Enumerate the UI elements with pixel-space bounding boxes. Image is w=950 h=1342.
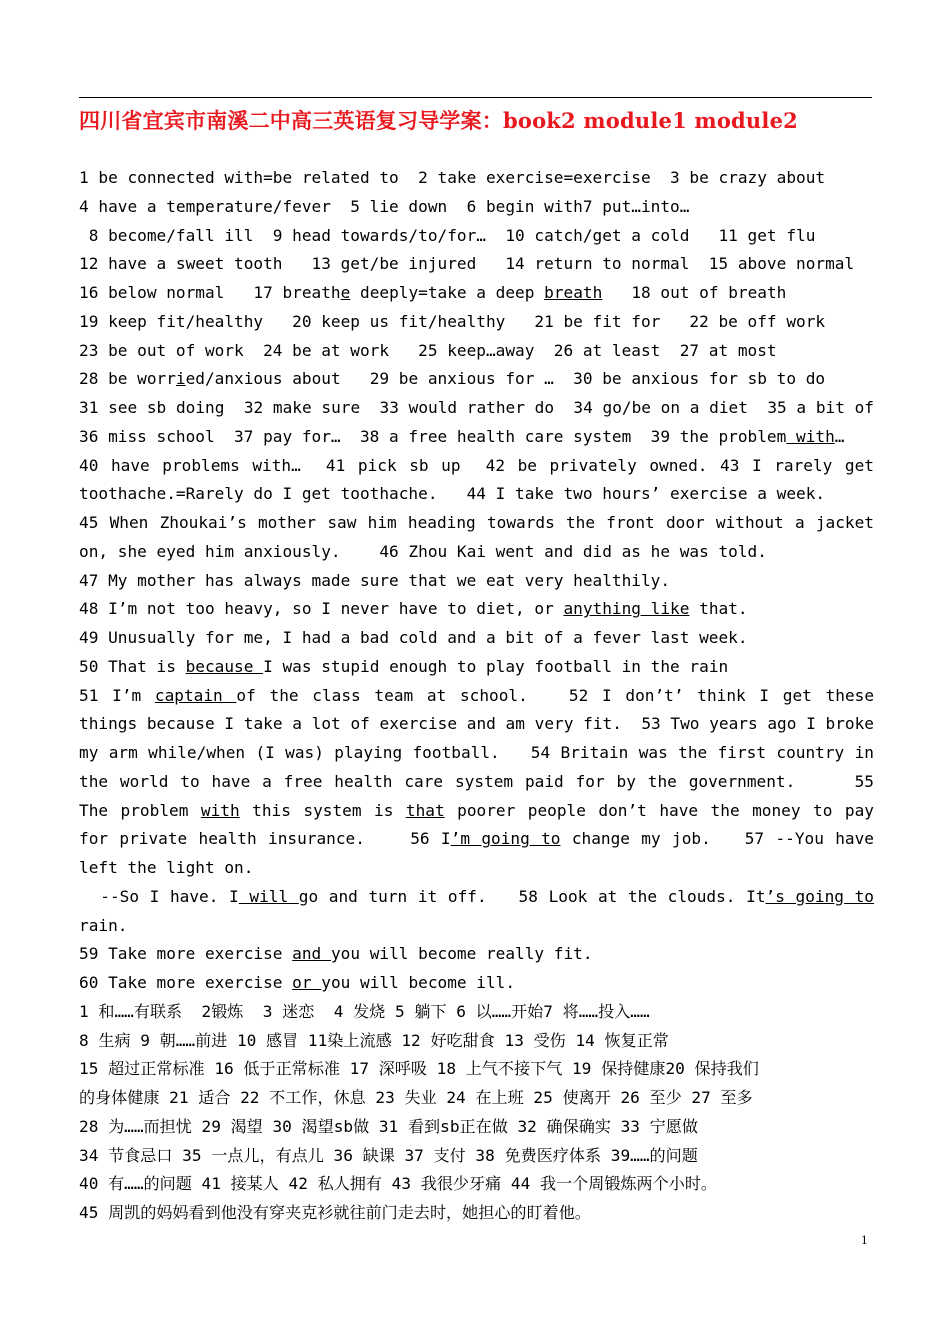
text-segment: 59 Take more exercise <box>79 944 293 964</box>
underlined-text: with <box>200 800 240 820</box>
text-segment: 15 超过正常标准 16 低于正常标准 17 深呼吸 18 上气不接下气 19 保持健康20 保持我们 <box>79 1059 759 1079</box>
text-segment: 31 see sb doing 32 make sure 33 would rather do 34 go/be on a diet 35 a bit of <box>79 398 874 417</box>
text-segment: ed/anxious about 29 be anxious for … 30 be anxious for sb to do <box>185 369 826 389</box>
text-line <box>79 193 874 222</box>
text-segment: 45 周凯的妈妈看到他没有穿夹克衫就往前门走去时，她担心的盯着他。 <box>79 1203 591 1222</box>
text-segment: 50 That is <box>79 656 186 676</box>
text-line <box>79 912 874 941</box>
text-segment: 18 out of breath <box>602 283 787 302</box>
underlined-text: e <box>340 283 351 302</box>
text-segment: things because I take a lot of exercise and am very fit. 53 Two years ago I broke <box>79 714 874 734</box>
text-segment: toothache.=Rarely do I get toothache. 44 I take two hours’ exercise a week. <box>79 484 826 504</box>
text-segment: 34 节食忌口 35 一点儿，有点儿 36 缺课 37 支付 38 免费医疗体系 39……的问题 <box>79 1145 698 1165</box>
text-line <box>79 1027 874 1056</box>
text-line <box>79 1055 874 1084</box>
text-segment: 28 为……而担忧 29 渴望 30 渴望sb做 31 看到sb正在做 32 确保确实 33 宁愿做 <box>79 1116 698 1136</box>
text-segment: 12 have a sweet tooth 13 get/be injured 14 return to normal 15 above normal <box>79 254 855 274</box>
text-segment: 48 I’m not too heavy, so I never have to diet, or <box>79 599 564 619</box>
text-segment: you will become really fit. <box>330 944 593 964</box>
text-line <box>79 969 874 998</box>
text-segment: 1 be connected with=be related to 2 take exercise=exercise 3 be crazy about <box>79 168 826 187</box>
header-rule <box>79 97 872 98</box>
text-segment: 40 have problems with… 41 pick sb up 42 be privately owned. 43 I rarely get <box>79 455 874 475</box>
text-segment: --So I have. I <box>79 886 239 906</box>
text-line <box>79 250 874 279</box>
underlined-text: anything like <box>563 599 690 619</box>
underlined-text: i <box>175 369 186 389</box>
text-segment: on, she eyed him anxiously. 46 Zhou Kai went and did as he was told. <box>79 541 767 561</box>
text-segment: 8 become/fall ill 9 head towards/to/for… 10 catch/get a cold 11 get flu <box>79 225 816 245</box>
text-segment: 19 keep fit/healthy 20 keep us fit/healthy 21 be fit for 22 be off work <box>79 311 826 331</box>
text-line <box>79 480 874 509</box>
text-segment: 8 生病 9 朝……前进 10 感冒 11染上流感 12 好吃甜食 13 受伤 14 恢复正常 <box>79 1030 669 1050</box>
text-line <box>79 567 874 596</box>
text-line <box>79 998 874 1027</box>
text-line <box>79 797 874 826</box>
text-line <box>79 365 874 394</box>
underlined-text: will <box>238 886 299 906</box>
text-segment: … <box>834 426 845 446</box>
text-segment: 的身体健康 21 适合 22 不工作，休息 23 失业 24 在上班 25 使离开 26 至少 27 至多 <box>79 1088 753 1107</box>
text-segment: 47 My mother has always made sure that we eat very healthily. <box>79 570 671 590</box>
text-segment: the world to have a free health care system paid for by the government. 55 <box>79 771 874 791</box>
text-segment: this system is <box>239 800 406 820</box>
text-segment: my arm while/when (I was) playing football. 54 Britain was the first country in <box>79 743 874 762</box>
text-segment: 1 和……有联系 2锻炼 3 迷恋 4 发烧 5 躺下 6 以……开始7 将……投入…… <box>79 1001 650 1021</box>
text-segment: poorer people don’t have the money to pay <box>444 800 874 820</box>
text-line <box>79 883 874 912</box>
underlined-text: captain <box>154 685 237 705</box>
text-segment: go and turn it off. 58 Look at the clouds. It <box>298 886 766 906</box>
text-line <box>79 682 874 711</box>
text-line <box>79 394 874 423</box>
text-line <box>79 308 874 337</box>
text-segment: you will become ill. <box>321 973 516 992</box>
underlined-text: or <box>292 973 322 992</box>
text-segment: 60 Take more exercise <box>79 973 293 992</box>
text-line <box>79 653 874 682</box>
document-body <box>79 164 874 1228</box>
text-line <box>79 222 874 251</box>
text-line <box>79 825 874 854</box>
text-line <box>79 279 874 308</box>
underlined-text: ’m going to <box>450 829 561 849</box>
text-segment: that. <box>689 599 748 619</box>
underlined-text: breath <box>544 283 603 302</box>
text-segment: 4 have a temperature/fever 5 lie down 6 begin with7 put…into… <box>79 196 690 216</box>
text-line <box>79 739 874 768</box>
underlined-text: and <box>292 944 331 964</box>
text-line <box>79 452 874 481</box>
text-segment: 40 有……的问题 41 接某人 42 私人拥有 43 我很少牙痛 44 我一个周锻炼两个小时。 <box>79 1174 718 1194</box>
text-segment: 28 be worr <box>79 369 176 389</box>
text-line <box>79 1084 874 1113</box>
text-line <box>79 624 874 653</box>
text-line <box>79 509 874 538</box>
text-line <box>79 710 874 739</box>
text-segment: rain. <box>79 915 128 935</box>
text-line <box>79 337 874 366</box>
text-segment: 16 below normal 17 breath <box>79 283 341 302</box>
page-title: 四川省宜宾市南溪二中高三英语复习导学案：book2 module1 module2 <box>79 108 798 133</box>
text-segment: of the class team at school. 52 I don’t’ think I get these <box>236 685 875 705</box>
text-segment: 36 miss school 37 pay for… 38 a free health care system 39 the problem <box>79 426 787 446</box>
text-line <box>79 423 874 452</box>
text-line <box>79 1170 874 1199</box>
underlined-text: because <box>185 656 264 676</box>
text-segment: 23 be out of work 24 be at work 25 keep…away 26 at least 27 at most <box>79 340 777 360</box>
text-segment: deeply=take a deep <box>350 283 545 302</box>
text-segment: 45 When Zhoukai’s mother saw him heading towards the front door without a jacket <box>79 513 874 532</box>
text-segment: I was stupid enough to play football in the rain <box>263 656 729 676</box>
underlined-text: ’s going to <box>765 886 874 906</box>
text-line <box>79 768 874 797</box>
text-line <box>79 854 874 883</box>
text-segment: The problem <box>79 800 201 820</box>
text-segment: for private health insurance. 56 I <box>79 829 451 849</box>
text-line <box>79 595 874 624</box>
text-line <box>79 940 874 969</box>
text-line <box>79 164 874 193</box>
page-number: 1 <box>861 1232 868 1247</box>
text-segment: change my job. 57 --You have <box>560 829 874 849</box>
text-segment: 49 Unusually for me, I had a bad cold and a bit of a fever last week. <box>79 628 748 647</box>
text-line <box>79 1113 874 1142</box>
underlined-text: that <box>405 800 445 820</box>
text-line <box>79 1142 874 1171</box>
text-segment: left the light on. <box>79 858 254 877</box>
text-line <box>79 1199 874 1228</box>
text-segment: 51 I’m <box>79 685 155 705</box>
text-line <box>79 538 874 567</box>
underlined-text: with <box>786 426 835 446</box>
